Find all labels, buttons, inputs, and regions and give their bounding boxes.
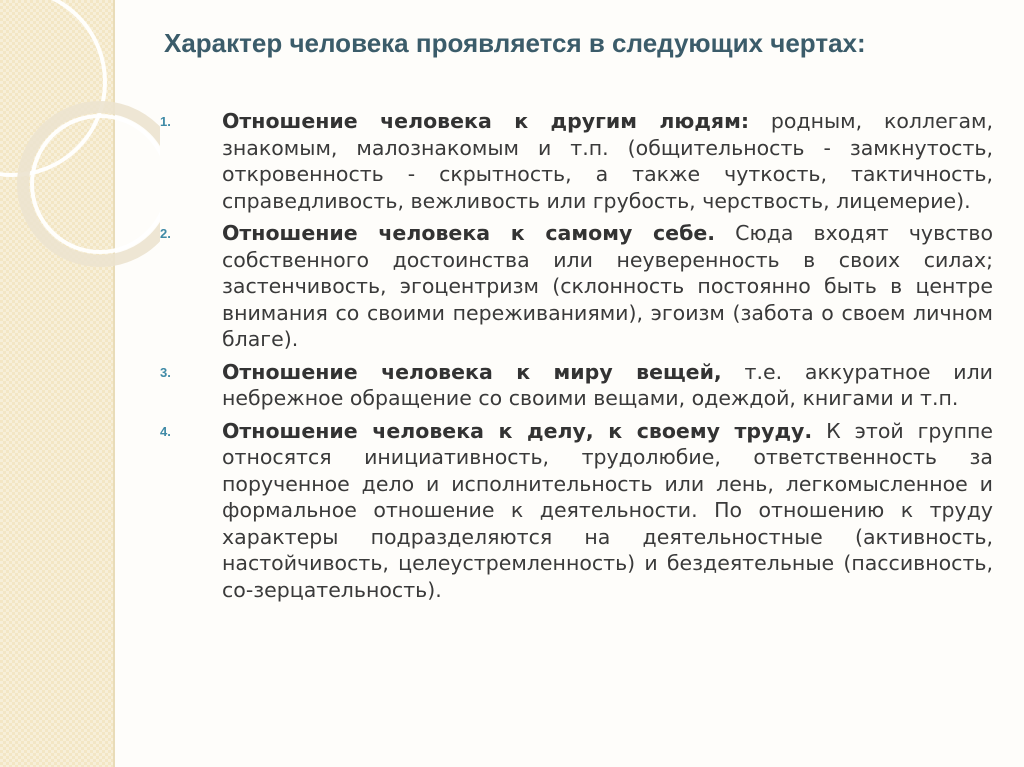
item-number: 1. bbox=[160, 114, 171, 129]
item-body: родным, коллегам, знакомым, малознакомым и т.п. (общительность - замкнутость, откровенность - скрытность, а также чуткость, тактичность, справедливость, вежливость или грубость, черствость, лицемерие). bbox=[222, 109, 993, 213]
item-text bbox=[222, 418, 993, 604]
item-lead: Отношение человека к миру вещей, bbox=[222, 359, 722, 384]
item-number: 3. bbox=[160, 364, 171, 380]
item-number: 4. bbox=[160, 423, 171, 439]
list-item bbox=[160, 220, 993, 353]
item-text bbox=[222, 108, 993, 214]
item-body: т.е. аккуратное или небрежное обращение со своими вещами, одеждой, книгами и т.п. bbox=[222, 359, 993, 410]
item-text bbox=[222, 220, 993, 353]
item-lead: Отношение человека к самому себе. bbox=[222, 221, 716, 245]
list-item bbox=[160, 418, 993, 604]
item-body: К этой группе относятся инициативность, трудолюбие, ответственность за порученное дело и исполнительность или лень, легкомысленное и формальное отношение к деятельности. По отношению к труду характеры подразделяются на деятельностные (активность, настойчивость, целеустремленность) и бездеятельные (пассивность, со-зерцательность). bbox=[222, 418, 993, 602]
item-number: 2. bbox=[160, 226, 171, 241]
decorative-circles bbox=[0, 0, 160, 767]
list-item bbox=[160, 359, 993, 412]
decorative-ring-upper bbox=[0, 0, 105, 175]
item-body: Сюда входят чувство собственного достоинства или неуверенность в своих силах; застенчивость, эгоцентризм (склонность постоянно быть в центре внимания со своими переживаниями), эгоизм (забота о своем личном благе). bbox=[222, 221, 993, 351]
item-lead: Отношение человека к другим людям: bbox=[222, 109, 750, 133]
traits-list bbox=[160, 108, 993, 609]
slide-title: Характер человека проявляется в следующих чертах: bbox=[164, 28, 866, 58]
decorative-ring-lower bbox=[32, 116, 160, 252]
item-text bbox=[222, 359, 993, 412]
list-item bbox=[160, 108, 993, 214]
item-lead: Отношение человека к делу, к своему труду. bbox=[222, 418, 813, 443]
